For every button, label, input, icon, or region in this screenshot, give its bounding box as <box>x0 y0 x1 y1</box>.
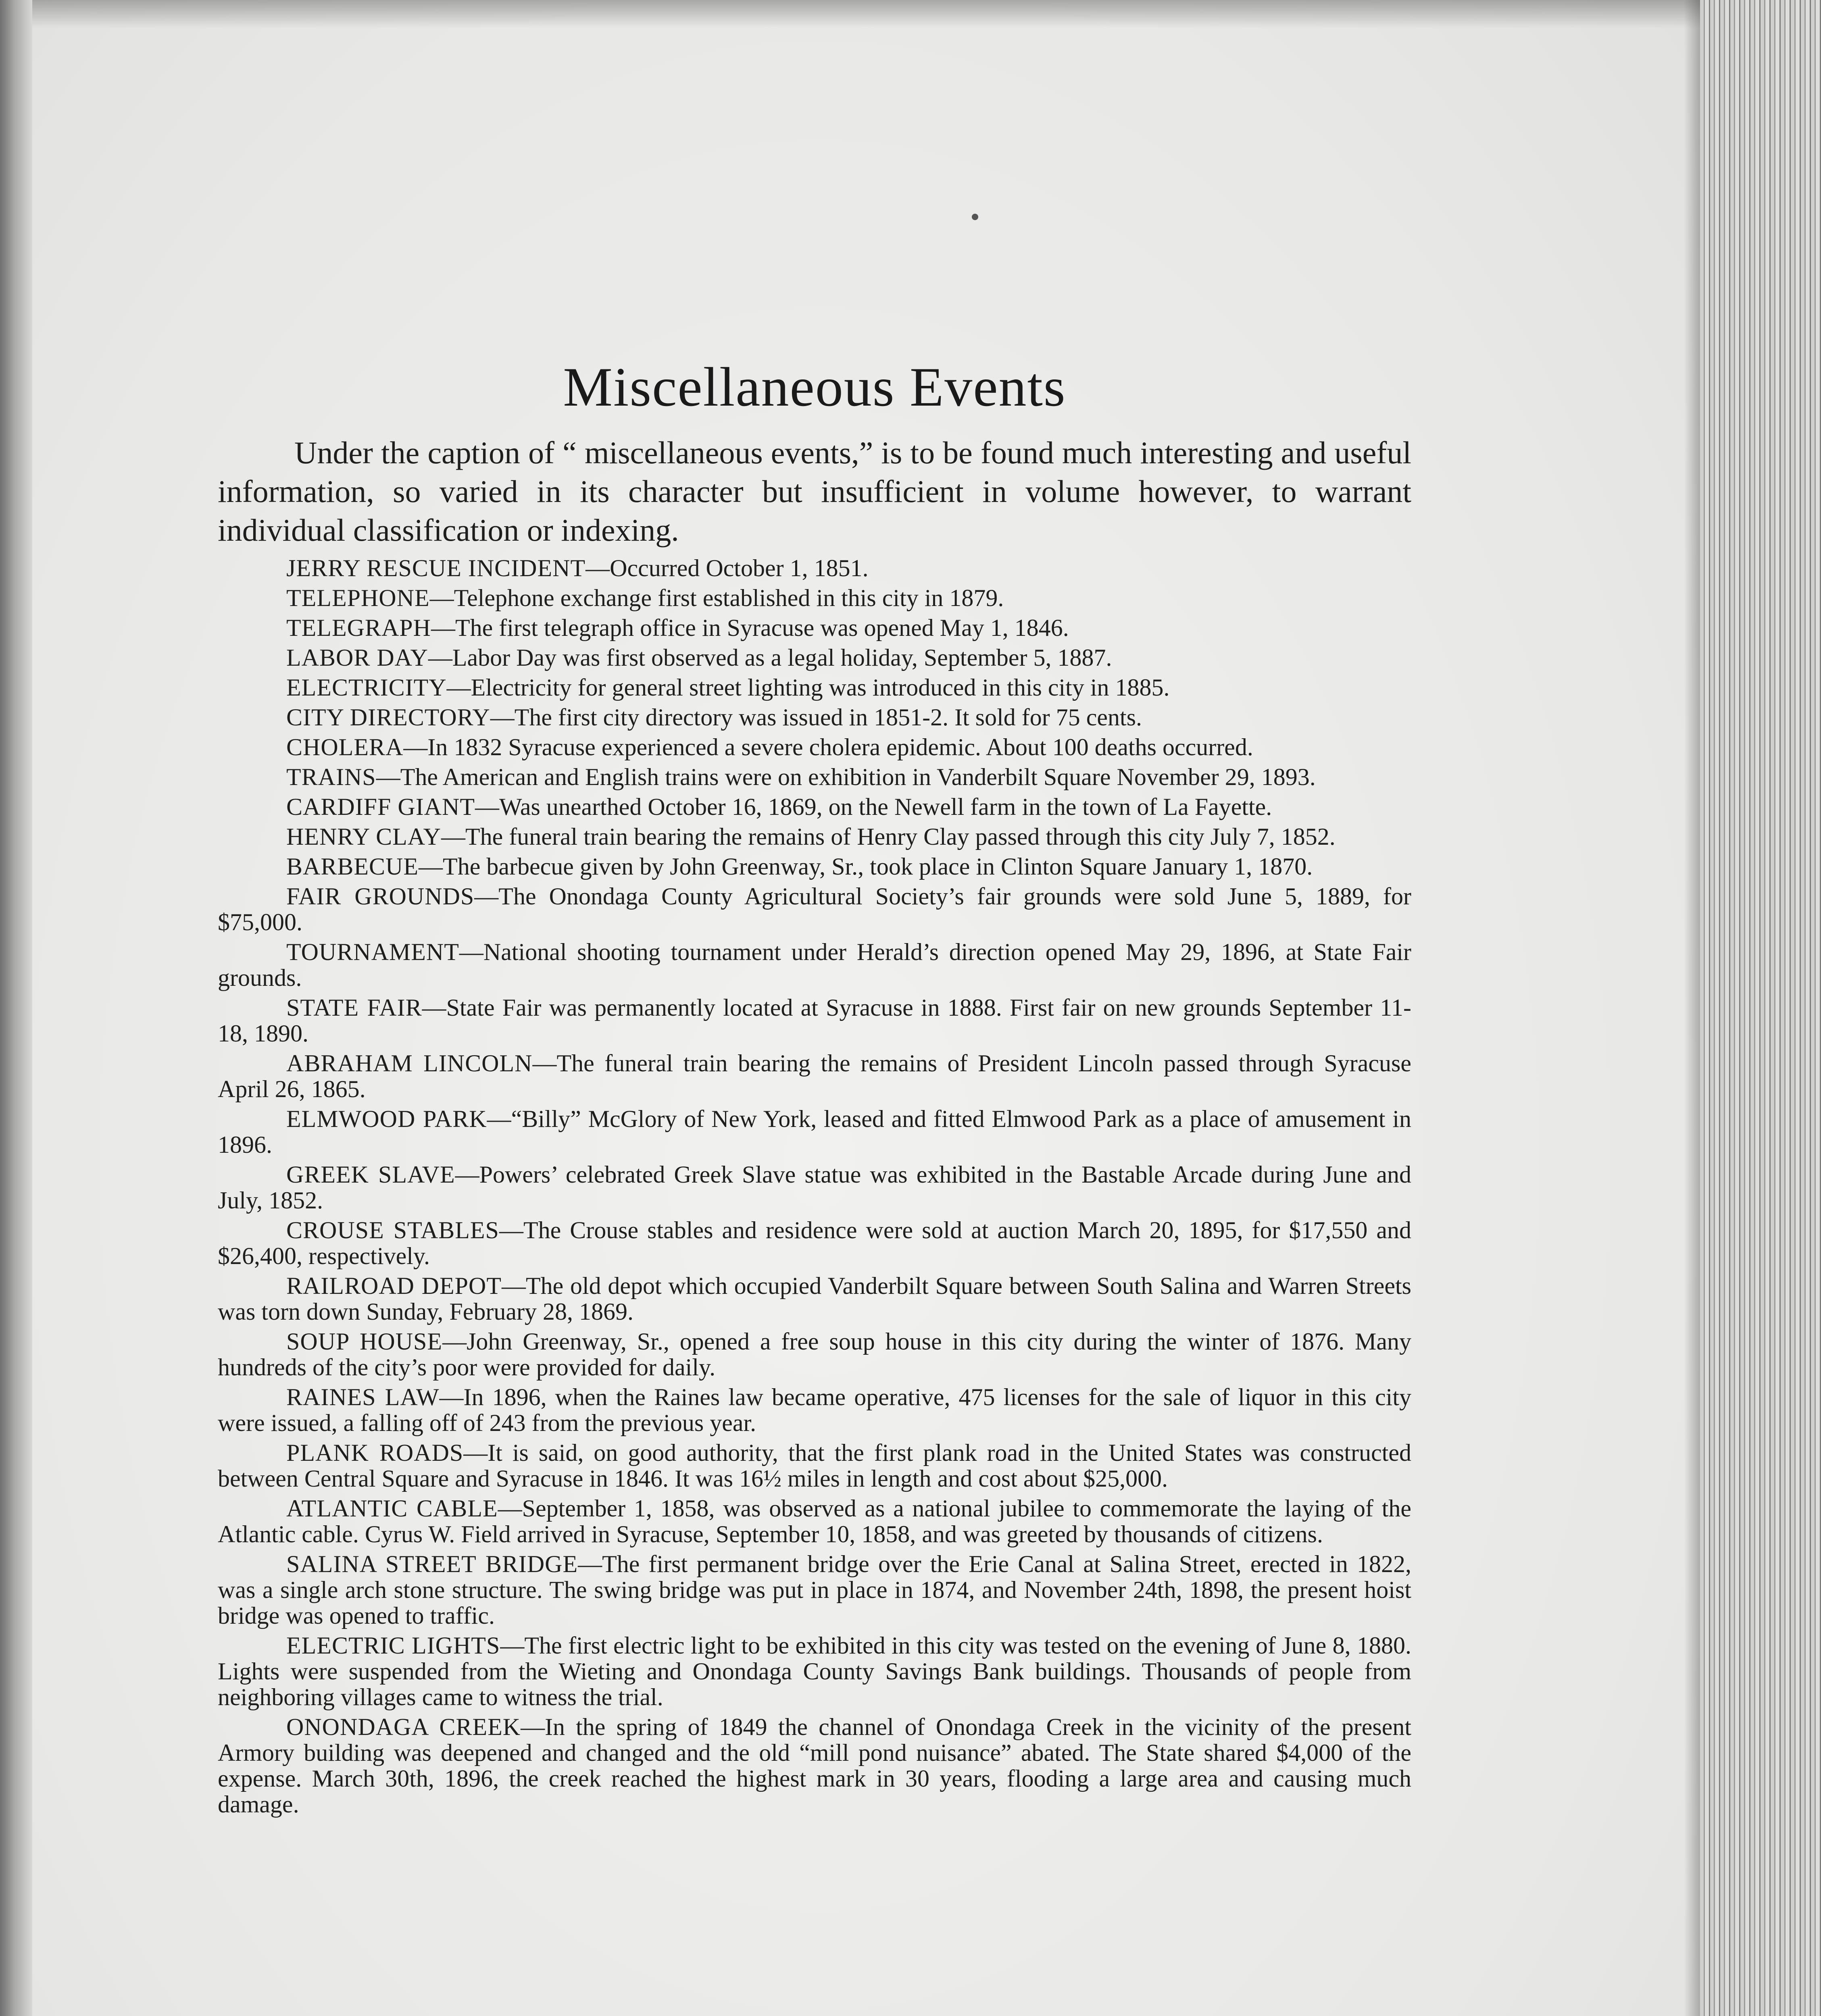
event-entry <box>218 615 1411 641</box>
event-heading: CARDIFF GIANT <box>286 793 475 820</box>
event-heading: ELMWOOD PARK <box>286 1106 487 1132</box>
event-description: —The funeral train bearing the remains of Henry Clay passed through this city July 7, 1852. <box>441 823 1336 850</box>
event-heading: STATE FAIR <box>286 994 422 1021</box>
event-description: —The first telegraph office in Syracuse was opened May 1, 1846. <box>431 614 1069 641</box>
event-heading: RAILROAD DEPOT <box>286 1272 502 1299</box>
event-entry <box>218 1217 1411 1269</box>
event-entry <box>218 1495 1411 1547</box>
event-entry <box>218 1050 1411 1102</box>
fore-edge-shadow <box>1684 0 1700 2016</box>
event-description: —National shooting tournament under Herald’s direction opened May 29, 1896, at State Fair grounds. <box>218 939 1411 991</box>
event-description: —Electricity for general street lighting was introduced in this city in 1885. <box>446 674 1170 701</box>
event-entry <box>218 854 1411 879</box>
event-entry <box>218 1633 1411 1710</box>
event-entry <box>218 794 1411 820</box>
event-description: —In the spring of 1849 the channel of Onondaga Creek in the vicinity of the present Armory building was deepened and changed and the old “mill pond nuisance” abated. The State shared $4,000 of the expense. March 30th, 1896, the creek reached the highest mark in 30 years, flooding a large area and causing much damage. <box>218 1714 1411 1818</box>
event-heading: RAINES LAW <box>286 1384 440 1410</box>
event-heading: JERRY RESCUE INCIDENT <box>286 555 586 581</box>
event-heading: TOURNAMENT <box>286 939 459 965</box>
event-entry <box>218 1273 1411 1325</box>
paper-speck <box>972 214 978 220</box>
page-title: Miscellaneous Events <box>563 356 1066 418</box>
event-entry <box>218 585 1411 611</box>
event-heading: ELECTRICITY <box>286 674 447 701</box>
event-description: —Labor Day was first observed as a legal holiday, September 5, 1887. <box>428 644 1112 671</box>
page-stack-edge <box>1700 0 1821 2016</box>
event-entry <box>218 1440 1411 1491</box>
event-description: —Powers’ celebrated Greek Slave statue was exhibited in the Bastable Arcade during June and July, 1852. <box>218 1161 1412 1214</box>
binding-edge <box>0 0 32 2016</box>
event-heading: ABRAHAM LINCOLN <box>286 1050 533 1077</box>
event-description: —The Crouse stables and residence were sold at auction March 20, 1895, for $17,550 and $26,400, respectively. <box>218 1217 1411 1269</box>
event-description: —September 1, 1858, was observed as a national jubilee to commemorate the laying of the Atlantic cable. Cyrus W. Field arrived in Syracuse, September 10, 1858, and was greeted by thousands of citizens. <box>218 1495 1412 1547</box>
event-description: —The first city directory was issued in 1851-2. It sold for 75 cents. <box>490 704 1142 731</box>
event-entry <box>218 764 1411 790</box>
event-heading: TRAINS <box>286 764 376 790</box>
event-entry <box>218 1384 1411 1436</box>
event-heading: TELEGRAPH <box>286 614 431 641</box>
page-top-shadow <box>0 0 1821 28</box>
event-description: —It is said, on good authority, that the first plank road in the United States was constructed between Central Square and Syracuse in 1846. It was 16½ miles in length and cost about $25,000. <box>218 1439 1412 1492</box>
event-list <box>218 555 1411 1817</box>
event-description: —The first permanent bridge over the Erie Canal at Salina Street, erected in 1822, was a single arch stone structure. The swing bridge was put in place in 1874, and November 24th, 1898, the present hoist bridge was opened to traffic. <box>218 1551 1411 1629</box>
event-entry <box>218 675 1411 700</box>
event-heading: CROUSE STABLES <box>286 1217 499 1243</box>
event-entry <box>218 883 1411 935</box>
article <box>218 355 1411 1821</box>
event-description: —The Onondaga County Agricultural Society’s fair grounds were sold June 5, 1889, for $75,000. <box>218 883 1411 935</box>
event-description: —John Greenway, Sr., opened a free soup house in this city during the winter of 1876. Many hundreds of the city’s poor were provided for daily. <box>218 1328 1411 1381</box>
event-description: —Telephone exchange first established in this city in 1879. <box>429 585 1004 611</box>
event-entry <box>218 704 1411 730</box>
event-heading: PLANK ROADS <box>286 1439 464 1466</box>
event-heading: ELECTRIC LIGHTS <box>286 1632 500 1659</box>
event-entry <box>218 995 1411 1046</box>
event-heading: CHOLERA <box>286 734 404 760</box>
event-heading: BARBECUE <box>286 853 419 880</box>
event-entry <box>218 1551 1411 1629</box>
event-entry <box>218 1714 1411 1817</box>
event-description: —The American and English trains were on exhibition in Vanderbilt Square November 29, 1893. <box>376 764 1316 790</box>
event-heading: HENRY CLAY <box>286 823 441 850</box>
event-entry <box>218 734 1411 760</box>
event-entry <box>218 1162 1411 1213</box>
event-description: —“Billy” McGlory of New York, leased and fitted Elmwood Park as a place of amusement in 1896. <box>218 1106 1411 1158</box>
event-entry <box>218 939 1411 991</box>
event-entry <box>218 824 1411 850</box>
intro-paragraph: Under the caption of “ miscellaneous events,” is to be found much interesting and useful information, so varied in its character but insufficient in volume however, to warrant individual classification or indexing. <box>218 435 1411 548</box>
event-description: —The funeral train bearing the remains of President Lincoln passed through Syracuse April 26, 1865. <box>218 1050 1411 1102</box>
event-entry <box>218 1106 1411 1158</box>
event-description: —In 1896, when the Raines law became operative, 475 licenses for the sale of liquor in this city were issued, a falling off of 243 from the previous year. <box>218 1384 1411 1436</box>
event-entry <box>218 645 1411 671</box>
event-entry <box>218 1329 1411 1380</box>
event-description: —The old depot which occupied Vanderbilt Square between South Salina and Warren Streets was torn down Sunday, February 28, 1869. <box>218 1272 1411 1325</box>
event-entry <box>218 555 1411 581</box>
event-heading: GREEK SLAVE <box>286 1161 455 1188</box>
event-heading: ONONDAGA CREEK <box>286 1714 521 1740</box>
event-heading: LABOR DAY <box>286 644 428 671</box>
event-description: —State Fair was permanently located at Syracuse in 1888. First fair on new grounds September 11-18, 1890. <box>218 994 1411 1047</box>
event-heading: TELEPHONE <box>286 585 430 611</box>
event-description: —The barbecue given by John Greenway, Sr., took place in Clinton Square January 1, 1870. <box>419 853 1313 880</box>
event-heading: FAIR GROUNDS <box>286 883 475 910</box>
event-description: —The first electric light to be exhibited in this city was tested on the evening of June 8, 1880. Lights were suspended from the Wieting and Onondaga County Savings Bank buildings. Thousands of people from neighboring villages came to witness the trial. <box>218 1632 1412 1710</box>
event-description: —Occurred October 1, 1851. <box>585 555 869 581</box>
event-heading: ATLANTIC CABLE <box>286 1495 498 1522</box>
event-description: —Was unearthed October 16, 1869, on the Newell farm in the town of La Fayette. <box>475 793 1272 820</box>
event-description: —In 1832 Syracuse experienced a severe cholera epidemic. About 100 deaths occurred. <box>403 734 1253 760</box>
event-heading: SOUP HOUSE <box>286 1328 443 1355</box>
event-heading: CITY DIRECTORY <box>286 704 490 731</box>
event-heading: SALINA STREET BRIDGE <box>286 1551 578 1577</box>
